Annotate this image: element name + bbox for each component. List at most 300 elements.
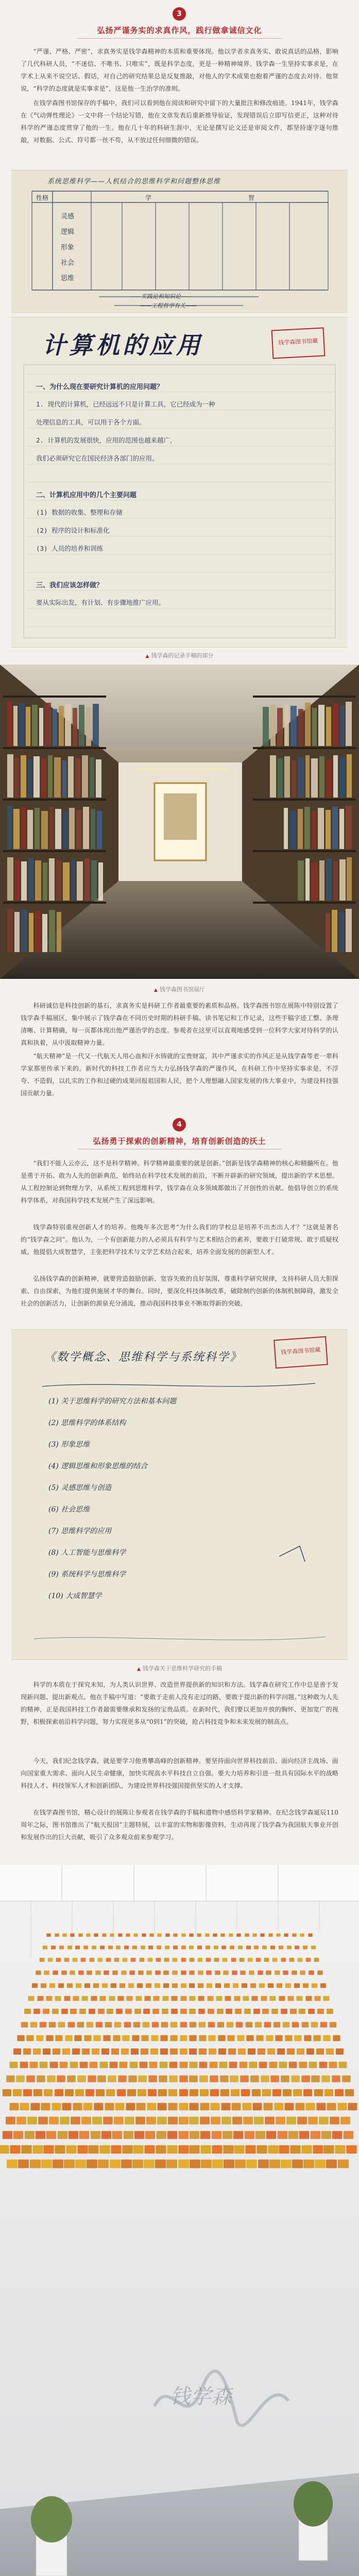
installation-tile	[292, 1934, 296, 1937]
installation-tile	[329, 2062, 337, 2069]
manuscript-line: 三、我们应该怎样做？	[36, 582, 104, 589]
paragraph: 科学的本质在于探究未知，为人类认识世界、改造世界提供新的知识和方法。钱学森在研究工作中总是善于发现新问题、提出新观点。他在手稿中写道：“要敢于走前人没有走过的路，要敢于提出新的科学问题。”这种敢为人先的精神，正是我国科技工作者最需要继承和发扬的宝贵品质。在新时代，我们要以更加开放的胸怀、更加宽广的视野，积极探索前沿科学问题，努力实现更多从“0到1”的突破，抢占科技竞争和未来发展的制高点。	[21, 1681, 338, 1725]
installation-tile	[292, 2159, 303, 2168]
installation-tile	[271, 2009, 278, 2014]
installation-tile	[200, 2089, 209, 2096]
installation-tile	[198, 2009, 205, 2014]
installation-tile	[44, 2089, 53, 2096]
installation-tile	[180, 1983, 186, 1988]
installation-tile	[51, 1946, 56, 1950]
installation-tile	[105, 2103, 114, 2110]
installation-tile	[245, 1934, 249, 1937]
installation-tile	[212, 2145, 222, 2153]
installation-tile	[287, 1946, 292, 1950]
installation-tile	[229, 1934, 233, 1937]
installation-tile	[30, 2103, 40, 2110]
installation-tile	[281, 2075, 289, 2082]
installation-tile	[285, 2103, 294, 2110]
installation-tile	[324, 2145, 334, 2153]
installation-tile	[274, 2103, 283, 2110]
paragraph: 在钱学森图书馆保存的手稿中，我们可以看到他在阅读和研究中留下的大量批注和修改痕迹。1941年，钱学森在《气动弹性理论》一文中将一个结论写错，他在文章发表后重新推导验证，发现错误后立即写信更正，这种对待科学的严谨态度贯穿了他的一生。他在几十年的科研生涯中，无论是撰写论文还是审阅文件，都坚持逐字逐句推敲，对数据、公式、符号都一丝不苟，从不放过任何细微的错误。	[21, 99, 338, 144]
installation-tile	[64, 1958, 70, 1962]
installation-tile	[121, 1971, 127, 1975]
installation-tile	[239, 2062, 247, 2069]
installation-tile	[263, 2103, 272, 2110]
installation-tile	[96, 2022, 103, 2028]
installation-tile	[145, 1983, 151, 1988]
installation-tile	[258, 2048, 265, 2055]
installation-tile	[79, 2131, 90, 2139]
installation-tile	[319, 2117, 329, 2125]
installation-tile	[122, 2145, 132, 2153]
installation-tile	[340, 2117, 350, 2125]
installation-tile	[21, 2145, 31, 2153]
installation-tile	[128, 2075, 137, 2082]
installation-tile	[246, 2159, 257, 2168]
installation-tile	[240, 2075, 249, 2082]
installation-tile	[110, 2062, 118, 2069]
manuscript-line: 我们必须研究它在国民经济各部门的应用。	[36, 454, 159, 462]
installation-tile	[78, 1934, 82, 1937]
installation-tile	[232, 1971, 237, 1975]
installation-tile	[293, 2089, 302, 2096]
installation-tile	[220, 2075, 229, 2082]
installation-tile	[87, 1971, 92, 1975]
installation-tile	[228, 2035, 235, 2041]
manuscript-heading: 计算机的应用	[42, 331, 203, 359]
installation-tile	[242, 1983, 247, 1988]
installation-tile	[266, 1971, 271, 1975]
installation-tile	[242, 2103, 251, 2110]
installation-tile	[62, 1934, 66, 1937]
installation-tile	[316, 2103, 326, 2110]
installation-tile	[227, 2022, 234, 2028]
installation-tile	[189, 1934, 193, 1937]
installation-tile	[86, 1934, 90, 1937]
installation-tile	[66, 2145, 76, 2153]
installation-tile	[69, 2131, 79, 2139]
installation-tile	[158, 1934, 162, 1937]
installation-tile	[116, 1946, 121, 1950]
wall-signature-text: 钱学森	[170, 2385, 232, 2409]
installation-tile	[189, 2009, 196, 2014]
installation-tile	[179, 2089, 187, 2096]
installation-tile	[211, 2117, 220, 2125]
installation-tile	[21, 2022, 28, 2028]
installation-tile	[135, 2117, 145, 2125]
installation-tile	[170, 2022, 178, 2028]
installation-tile	[281, 1958, 286, 1962]
installation-tile	[129, 1971, 135, 1975]
paragraph: “严谨、严格、严密”，求真务实是钱学森精神的本质和重要体现。他以学者求真务实、敢说真话的品格，影响了几代科研人员，“不迷信、不唯书、只唯实”，既是科学态度，更是一种精神境界。钱学森一生坚持实事求是，在学术上从来不说空话、假话，对自己的研究结果总是反复推敲，对他人的学术成果也抱着严谨的态度去对待。他常说，“科学的态度就是实事求是”，这是他一生治学的准则。	[21, 48, 338, 92]
installation-tile	[53, 2159, 63, 2168]
installation-tile	[113, 2035, 120, 2041]
orange-tile-installation	[0, 1922, 359, 2190]
installation-tile	[9, 2103, 19, 2110]
installation-tile	[162, 2009, 168, 2014]
installation-tile	[169, 2062, 178, 2069]
installation-tile	[157, 2117, 167, 2125]
installation-tile	[174, 1934, 178, 1937]
installation-tile	[159, 2062, 167, 2069]
installation-tile	[189, 1958, 194, 1962]
installation-tile	[167, 2145, 177, 2153]
installation-tile	[82, 1996, 88, 2001]
installation-tile	[93, 1983, 99, 1988]
installation-tile	[317, 2009, 324, 2014]
installation-tile	[197, 1934, 201, 1937]
installation-tile	[30, 2022, 38, 2028]
manuscript-footer: ——实践论和知识论——	[130, 293, 192, 300]
manuscript-line: 一、为什么现在要研究计算机的应用问题？	[36, 383, 164, 391]
installation-tile	[277, 1983, 282, 1988]
installation-tile	[303, 1983, 309, 1988]
installation-tile	[199, 2022, 206, 2028]
installation-tile	[86, 2089, 94, 2096]
installation-tile	[30, 2159, 41, 2168]
installation-tile	[342, 2075, 351, 2082]
installation-tile	[123, 1958, 128, 1962]
installation-tile	[291, 2075, 300, 2082]
installation-tile	[333, 2035, 340, 2041]
installation-tile	[214, 1946, 218, 1950]
installation-tile	[46, 2131, 57, 2139]
installation-tile	[294, 1983, 300, 1988]
installation-tile	[327, 2009, 333, 2014]
installation-tile	[137, 1983, 143, 1988]
installation-tile	[214, 1958, 219, 1962]
installation-tile	[290, 2009, 297, 2014]
installation-tile	[65, 2089, 74, 2096]
installation-tile	[111, 2145, 121, 2153]
installation-tile	[272, 1958, 278, 1962]
installation-tile	[172, 1971, 178, 1975]
installation-tile	[162, 1996, 168, 2001]
installation-tile	[36, 2035, 43, 2041]
installation-tile	[180, 2022, 187, 2028]
installation-tile	[199, 2035, 206, 2041]
manuscript-line: (7) 思维科学的应用	[48, 1527, 112, 1535]
installation-tile	[288, 2131, 299, 2139]
installation-tile	[49, 2062, 58, 2069]
installation-tile	[199, 2048, 207, 2055]
installation-tile	[75, 1946, 80, 1950]
installation-tile	[161, 2022, 168, 2028]
installation-tile	[281, 2009, 287, 2014]
installation-tile	[198, 1971, 203, 1975]
installation-tile	[287, 1996, 294, 2001]
installation-tile	[83, 2103, 93, 2110]
installation-tile	[131, 1958, 136, 1962]
installation-tile	[147, 1958, 152, 1962]
installation-tile	[124, 1946, 129, 1950]
installation-tile	[206, 1958, 211, 1962]
installation-tile	[241, 2089, 250, 2096]
manuscript-line: (1) 数据的收集、整理和存储	[36, 509, 123, 516]
installation-tile	[102, 1934, 106, 1937]
installation-tile	[324, 2089, 333, 2096]
installation-tile	[181, 1971, 186, 1975]
installation-tile	[156, 1958, 161, 1962]
installation-tile	[167, 2131, 178, 2139]
manuscript-page-image	[11, 317, 348, 648]
installation-tile	[244, 2131, 254, 2139]
installation-tile	[36, 2131, 46, 2139]
installation-tile	[26, 2075, 35, 2082]
installation-tile	[49, 2117, 59, 2125]
row-label: 逻辑	[61, 228, 75, 236]
installation-tile	[197, 1946, 202, 1950]
installation-tile	[315, 2159, 326, 2168]
manuscript-line: (3) 形象思维	[48, 1440, 90, 1449]
installation-tile	[295, 1946, 299, 1950]
installation-tile	[44, 2145, 54, 2153]
installation-tile	[332, 2131, 343, 2139]
installation-tile	[320, 1983, 326, 1988]
installation-tile	[311, 2022, 318, 2028]
installation-tile	[64, 2159, 75, 2168]
installation-tile	[268, 1934, 272, 1937]
installation-tile	[337, 2103, 347, 2110]
installation-tile	[62, 2048, 70, 2055]
installation-tile	[65, 2035, 72, 2041]
installation-tile	[108, 2075, 116, 2082]
installation-tile	[303, 2089, 312, 2096]
installation-tile	[72, 2048, 80, 2055]
installation-tile	[20, 2062, 28, 2069]
installation-tile	[306, 1958, 311, 1962]
installation-tile	[269, 2159, 280, 2168]
installation-tile	[144, 2159, 155, 2168]
installation-tile	[53, 1971, 58, 1975]
installation-tile	[52, 2009, 59, 2014]
installation-tile	[122, 2035, 129, 2041]
installation-tile	[245, 2145, 255, 2153]
installation-tile	[110, 1934, 114, 1937]
installation-tile	[300, 1971, 306, 1975]
column-head: 智	[248, 194, 255, 201]
installation-tile	[43, 2048, 50, 2055]
section-number-badge: 3	[173, 7, 186, 21]
installation-tile	[309, 2062, 317, 2069]
installation-tile	[30, 2062, 38, 2069]
installation-tile	[250, 2075, 259, 2082]
installation-tile	[238, 1946, 243, 1950]
caption-text: 钱学森的记录手稿的部分	[151, 652, 214, 659]
image-caption	[0, 985, 359, 993]
installation-tile	[270, 1946, 275, 1950]
installation-tile	[168, 2117, 178, 2125]
installation-tile	[303, 2159, 314, 2168]
installation-tile	[198, 1996, 204, 2001]
installation-tile	[244, 2009, 251, 2014]
installation-tile	[233, 2131, 244, 2139]
installation-tile	[151, 2035, 158, 2041]
installation-tile	[323, 1996, 330, 2001]
installation-tile	[312, 1983, 317, 1988]
installation-tile	[197, 1958, 202, 1962]
installation-tile	[41, 2103, 50, 2110]
installation-tile	[71, 2117, 80, 2125]
installation-tile	[75, 2159, 86, 2168]
installation-tile	[98, 2075, 107, 2082]
installation-tile	[6, 2075, 15, 2082]
installation-tile	[16, 2075, 25, 2082]
installation-tile	[273, 2022, 281, 2028]
installation-tile	[223, 2145, 233, 2153]
installation-tile	[207, 1996, 213, 2001]
installation-tile	[257, 2145, 267, 2153]
installation-tile	[262, 1946, 267, 1950]
installation-tile	[121, 2048, 129, 2055]
library-stamp: 钱学森图书馆藏	[271, 327, 326, 359]
installation-tile	[170, 2035, 177, 2041]
installation-tile	[145, 2131, 156, 2139]
installation-tile	[314, 1958, 319, 1962]
installation-tile	[200, 2131, 211, 2139]
installation-tile	[32, 1983, 38, 1988]
installation-tile	[231, 1958, 236, 1962]
installation-tile	[163, 1983, 168, 1988]
installation-tile	[277, 2048, 285, 2055]
installation-tile	[103, 2117, 113, 2125]
installation-tile	[116, 2009, 123, 2014]
installation-tile	[165, 1946, 169, 1950]
installation-tile	[118, 2075, 127, 2082]
installation-tile	[315, 1996, 321, 2001]
installation-tile	[224, 1983, 230, 1988]
installation-tile	[224, 1971, 229, 1975]
installation-tile	[70, 1971, 75, 1975]
installation-tile	[82, 2048, 90, 2055]
paragraph: 科研诚信是科技创新的基石，求真务实是科研工作者最重要的素质和品格。钱学森图书馆在展陈中特别设置了钱学森手稿展区，集中展示了钱学森在不同历史时期的科研手稿、读书笔记和工作记录，这些手稿字迹工整、条理清晰、计算精确，每一页都体现出他严谨治学的态度。参观者在这里可以直观地感受到一位科学大家对待科学的认真和执着，从中汲取精神力量。	[21, 1002, 338, 1046]
manuscript-line: (9) 系统科学与思维科学	[48, 1570, 126, 1579]
installation-tile	[73, 1958, 78, 1962]
installation-tile	[138, 1971, 144, 1975]
installation-tile	[210, 2075, 218, 2082]
installation-tile	[75, 2089, 84, 2096]
installation-tile	[109, 1996, 115, 2001]
installation-tile	[238, 2048, 246, 2055]
installation-tile	[206, 1971, 212, 1975]
installation-tile	[158, 2103, 167, 2110]
installation-tile	[112, 2131, 123, 2139]
installation-tile	[126, 2103, 135, 2110]
installation-tile	[59, 1946, 64, 1950]
installation-tile	[107, 2009, 113, 2014]
installation-tile	[38, 2117, 48, 2125]
installation-tile	[149, 2062, 158, 2069]
installation-tile	[189, 2048, 197, 2055]
installation-tile	[145, 1996, 151, 2001]
installation-tile	[215, 1971, 220, 1975]
installation-tile	[221, 1946, 226, 1950]
installation-tile	[54, 2089, 63, 2096]
caption-triangle-icon: ▲	[137, 1667, 141, 1672]
installation-tile	[254, 2117, 264, 2125]
installation-tile	[80, 2062, 88, 2069]
installation-tile	[98, 2009, 105, 2014]
installation-tile	[258, 2159, 269, 2168]
installation-tile	[225, 1996, 231, 2001]
installation-tile	[117, 1996, 124, 2001]
installation-tile	[10, 2145, 21, 2153]
installation-tile	[201, 2159, 212, 2168]
installation-tile	[166, 2159, 177, 2168]
installation-tile	[96, 2089, 105, 2096]
installation-tile	[161, 2035, 168, 2041]
installation-tile	[156, 2145, 166, 2153]
installation-tile	[299, 2131, 310, 2139]
installation-tile	[216, 1996, 222, 2001]
installation-tile	[114, 2117, 124, 2125]
installation-tile	[199, 2075, 208, 2082]
installation-tile	[235, 2159, 246, 2168]
installation-tile	[298, 1958, 303, 1962]
installation-tile	[189, 2035, 196, 2041]
installation-tile	[200, 2117, 210, 2125]
installation-tile	[164, 1958, 169, 1962]
installation-tile	[253, 2009, 260, 2014]
installation-tile	[306, 2103, 315, 2110]
installation-tile	[264, 2022, 271, 2028]
installation-tile	[89, 2145, 99, 2153]
paragraph: “我们不能人云亦云，这不是科学精神。科学精神最重要的就是创新。”创新是钱学森精神的核心和精髓所在。他是勇于开拓、敢为人先的创新典范，始终站在科学技术发展的前沿，不断开辟新的研究领域，提出新的学术思想。从工程控制论到物理力学，从系统工程到思维科学，钱学森在众多领域都做出了开创性的贡献。他倡导创立的系统科学体系，对我国科学技术发展产生了深远影响。	[21, 1160, 338, 1204]
installation-tile	[321, 2075, 330, 2082]
installation-tile	[230, 2075, 239, 2082]
installation-tile	[292, 1971, 297, 1975]
installation-tile	[3, 2089, 11, 2096]
installation-tile	[317, 1971, 323, 1975]
installation-tile	[189, 1983, 195, 1988]
installation-tile	[311, 2131, 321, 2139]
installation-tile	[332, 2075, 340, 2082]
installation-tile	[160, 2048, 168, 2055]
installation-tile	[119, 1983, 125, 1988]
installation-tile	[279, 1996, 285, 2001]
manuscript-line: (6) 社会思维	[48, 1505, 90, 1514]
installation-tile	[306, 2048, 314, 2055]
paragraph: 钱学森特别重视创新人才的培养。他晚年多次思考“为什么我们的学校总是培养不出杰出人才？”这就是著名的“钱学森之问”。他认为，一个有创新能力的人必须具有科学与艺术相结合的素养，要敢于打破常规、敢于质疑权威。他提倡大成智慧学，主张把科学技术与文学艺术结合起来，培养全面发展的创新型人才。	[21, 1224, 338, 1256]
installation-tile	[43, 1946, 47, 1950]
installation-tile	[87, 2159, 97, 2168]
installation-tile	[79, 2009, 86, 2014]
installation-tile	[159, 2075, 167, 2082]
manuscript-line: 二、计算机应用中的几个主要问题	[36, 492, 137, 499]
paragraph: “航天精神”是一代又一代航天人用心血和汗水铸就的宝贵财富，其中严谨求实的作风正是从钱学森等老一辈科学家那里传承下来的。新时代的科技工作者应当大力弘扬钱学森的严谨作风，在科研工作中坚持实事求是，不浮夸、不造假，以扎实的工作和过硬的成果回报祖国和人民，把个人理想融入国家发展的伟大事业中，为建设科技强国贡献力量。	[21, 1053, 338, 1097]
installation-tile	[189, 1946, 194, 1950]
installation-tile	[115, 2103, 125, 2110]
installation-tile	[283, 2089, 292, 2096]
manuscript-title: 系统思维科学——人机结合的思维科学和问题整体思维	[47, 178, 221, 185]
installation-tile	[346, 2145, 356, 2153]
installation-tile	[237, 1934, 241, 1937]
installation-tile	[6, 2117, 15, 2125]
installation-tile	[55, 1934, 59, 1937]
installation-tile	[118, 1934, 122, 1937]
section-divider	[77, 38, 282, 39]
installation-tile	[190, 2117, 199, 2125]
installation-tile	[233, 1983, 238, 1988]
installation-tile	[37, 1996, 43, 2001]
installation-tile	[226, 2009, 232, 2014]
installation-tile	[153, 1996, 160, 2001]
installation-tile	[47, 2075, 56, 2082]
paragraph: 弘扬钱学森的创新精神，就要营造鼓励创新、宽容失败的良好氛围，尊重科学研究规律，支持科研人员大胆探索、自由探索，为他们提供施展才华的舞台。同时，要深化科技体制改革，破除制约创新的体制机制障碍，激发全社会的创新活力，让创新的源泉充分涌流，推动我国科技事业不断取得新的突破。	[21, 1275, 338, 1307]
row-label: 思维	[61, 275, 75, 282]
installation-tile	[46, 2035, 53, 2041]
manuscript-line: (1) 关于思维科学的研究方法和基本问题	[48, 1397, 177, 1405]
